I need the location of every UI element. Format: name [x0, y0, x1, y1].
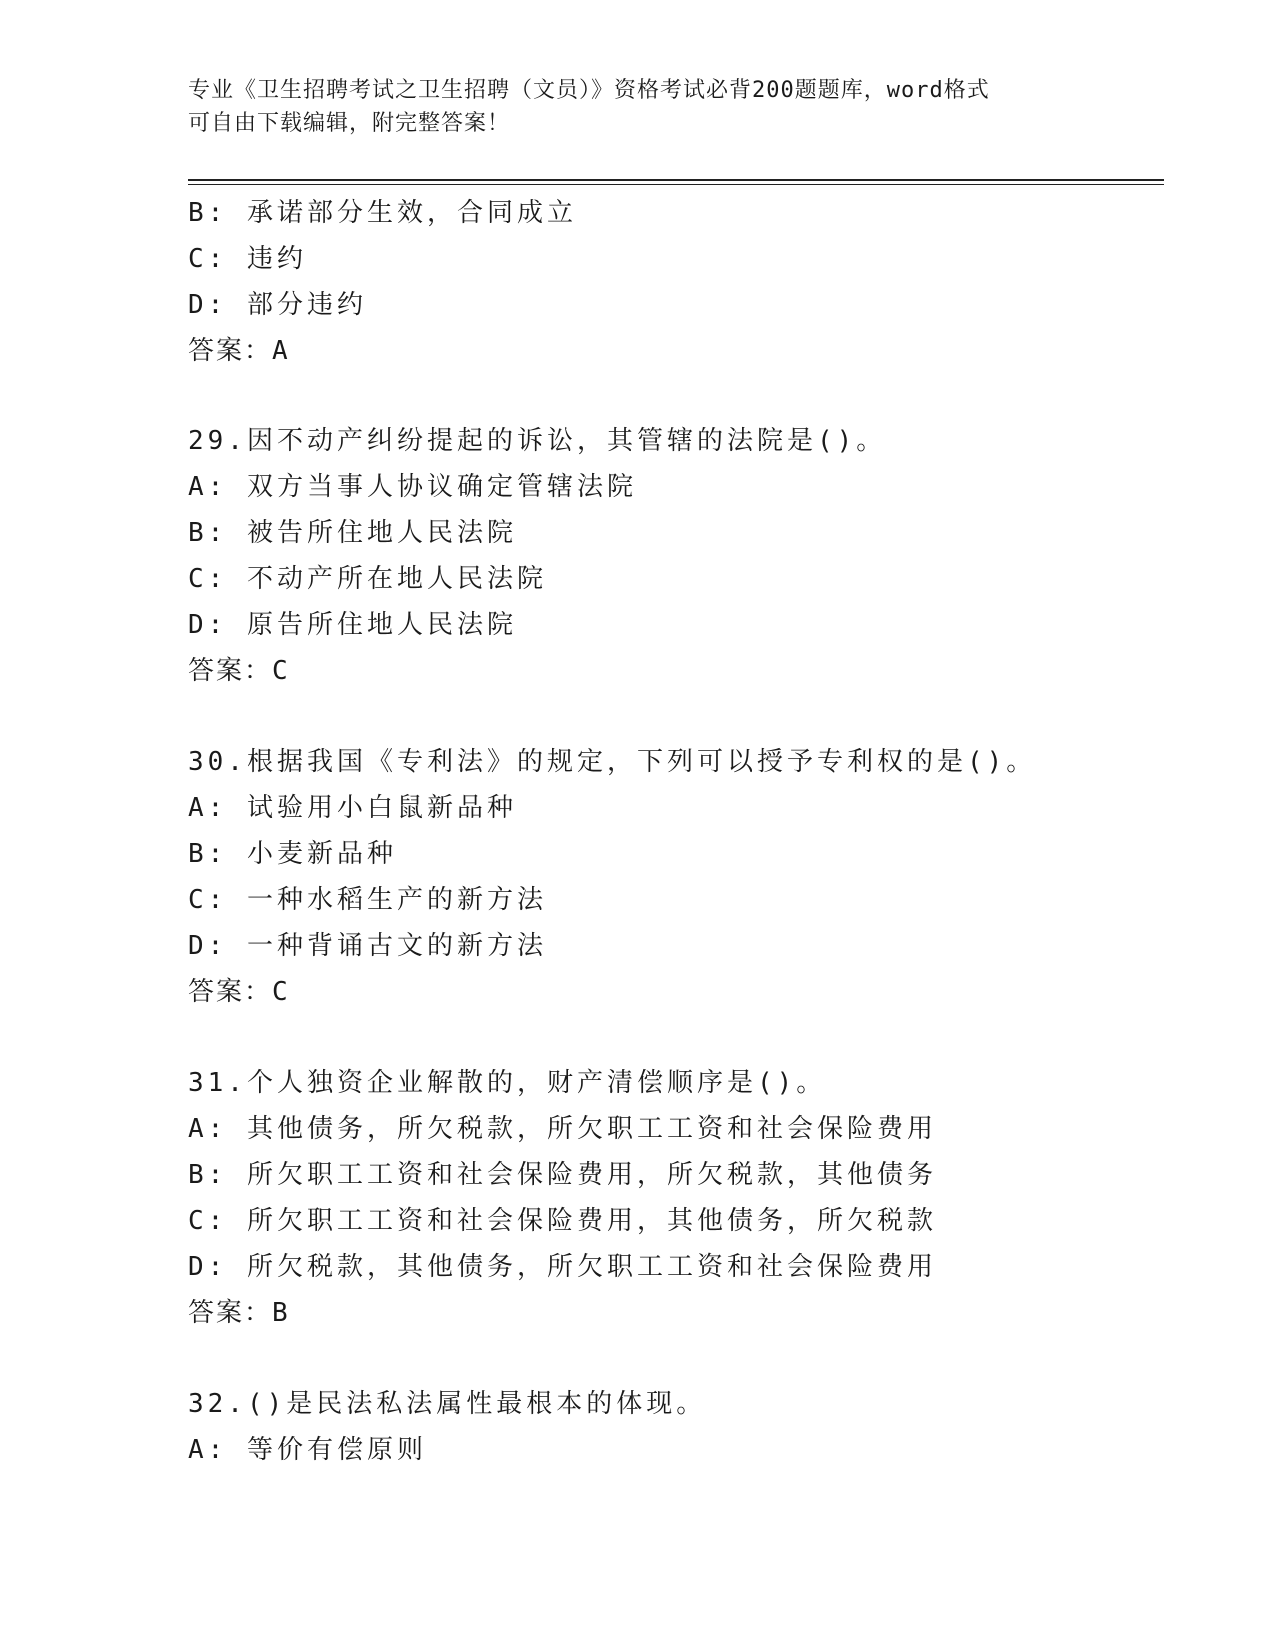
answer-value: B — [272, 1298, 290, 1328]
document-header — [188, 74, 1088, 140]
answer-line — [188, 328, 1168, 374]
header-line-2: 可自由下载编辑，附完整答案！ — [188, 111, 511, 136]
option-c: C: 不动产所在地人民法院 — [188, 564, 547, 594]
header-rule-thick — [188, 179, 1164, 181]
option-d: D: 部分违约 — [188, 290, 367, 320]
header-rule-thin — [188, 184, 1164, 185]
option-b: B: 小麦新品种 — [188, 839, 397, 869]
question-block-31 — [188, 1060, 1168, 1336]
question-block-32 — [188, 1381, 1168, 1473]
question-block-prev — [188, 190, 1168, 374]
answer-line — [188, 648, 1168, 694]
option-a: A: 等价有偿原则 — [188, 1435, 427, 1465]
question-stem: 32.()是民法私法属性最根本的体现。 — [188, 1389, 707, 1419]
answer-line — [188, 969, 1168, 1015]
option-b: B: 承诺部分生效，合同成立 — [188, 198, 577, 228]
spacer — [188, 1015, 1168, 1060]
question-stem: 30.根据我国《专利法》的规定，下列可以授予专利权的是()。 — [188, 747, 1037, 777]
option-a: A: 双方当事人协议确定管辖法院 — [188, 472, 637, 502]
answer-label: 答案： — [188, 656, 273, 686]
answer-label: 答案： — [188, 1298, 273, 1328]
option-a: A: 试验用小白鼠新品种 — [188, 793, 517, 823]
question-block-29 — [188, 418, 1168, 694]
option-d: D: 一种背诵古文的新方法 — [188, 931, 547, 961]
option-a: A: 其他债务，所欠税款，所欠职工工资和社会保险费用 — [188, 1114, 937, 1144]
spacer — [188, 694, 1168, 739]
option-c: C: 所欠职工工资和社会保险费用，其他债务，所欠税款 — [188, 1206, 937, 1236]
question-stem: 31.个人独资企业解散的，财产清偿顺序是()。 — [188, 1068, 827, 1098]
option-d: D: 原告所住地人民法院 — [188, 610, 517, 640]
answer-value: A — [272, 336, 290, 366]
question-stem: 29.因不动产纠纷提起的诉讼，其管辖的法院是()。 — [188, 426, 887, 456]
spacer — [188, 374, 1168, 418]
answer-value: C — [272, 656, 290, 686]
answer-line — [188, 1290, 1168, 1336]
option-b: B: 被告所住地人民法院 — [188, 518, 517, 548]
option-c: C: 一种水稻生产的新方法 — [188, 885, 547, 915]
header-line-1: 专业《卫生招聘考试之卫生招聘（文员）》资格考试必背200题题库，word格式 — [188, 78, 990, 103]
answer-label: 答案： — [188, 977, 273, 1007]
option-b: B: 所欠职工工资和社会保险费用，所欠税款，其他债务 — [188, 1160, 937, 1190]
answer-value: C — [272, 977, 290, 1007]
question-list — [188, 190, 1168, 1473]
spacer — [188, 1336, 1168, 1381]
option-d: D: 所欠税款，其他债务，所欠职工工资和社会保险费用 — [188, 1252, 937, 1282]
answer-label: 答案： — [188, 336, 273, 366]
option-c: C: 违约 — [188, 244, 307, 274]
question-block-30 — [188, 739, 1168, 1015]
